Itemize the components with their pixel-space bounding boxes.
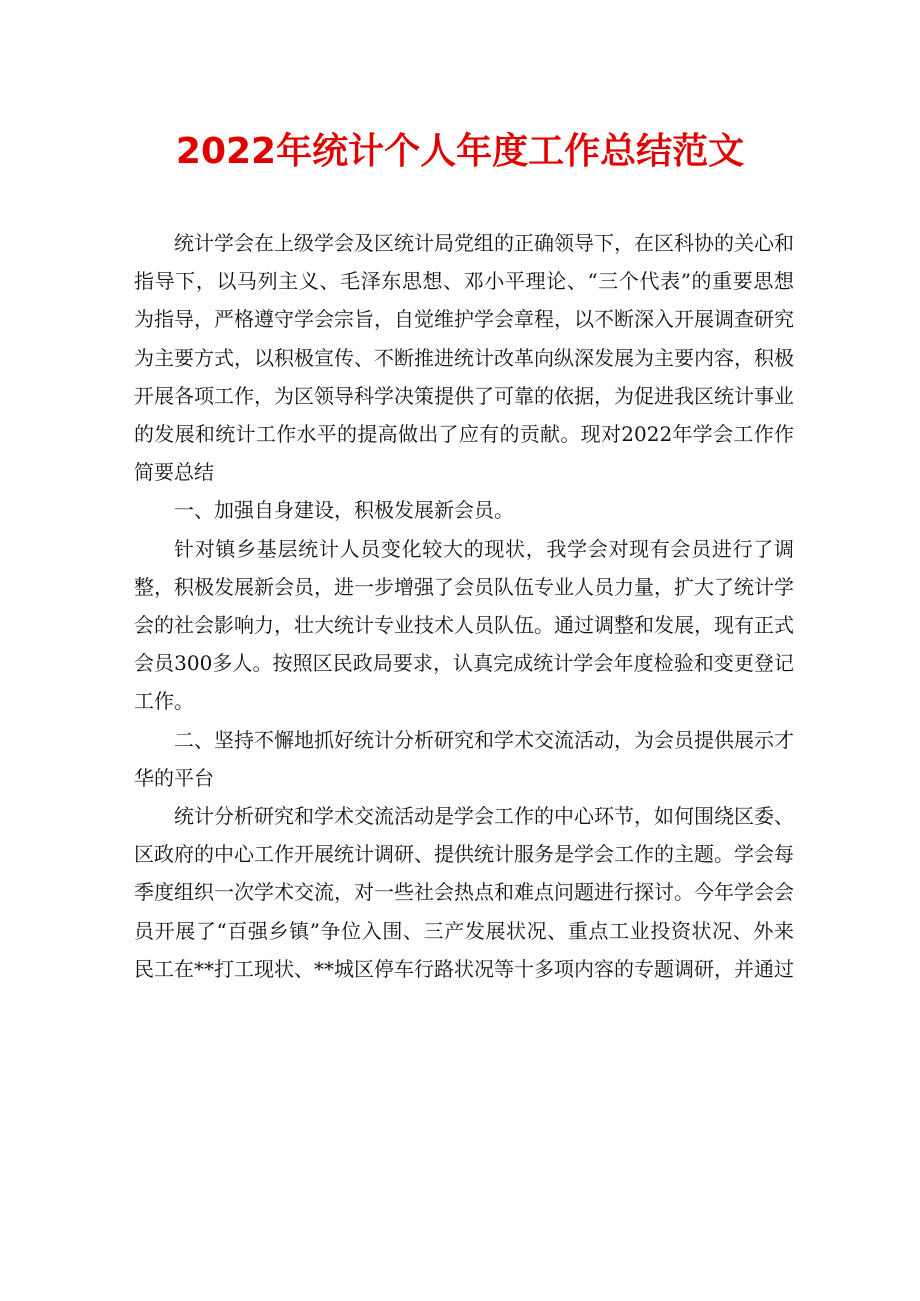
section-heading-1: 一、加强自身建设，积极发展新会员。 [174,498,514,523]
paragraph-section-2: 统计分析研究和学术交流活动是学会工作的中心环节，如何围绕区委、区政府的中心工作开展统计调研、提供统计服务是学会工作的主题。学会每季度组织一次学术交流，对一些社会热点和难点问题进行探讨。今年学会会员开展了“百强乡镇”争位入围、三产发展状况、重点工业投资状况、外来民工在**打工现状、**城区停车行路状况等十多项内容的专题调研，并通过 [134,804,794,981]
document-body [134,224,794,988]
paragraph-intro: 统计学会在上级学会及区统计局党组的正确领导下，在区科协的关心和指导下，以马列主义、毛泽东思想、邓小平理论、“三个代表”的重要思想为指导，严格遵守学会宗旨，自觉维护学会章程，以不断深入开展调查研究为主要方式，以积极宣传、不断推进统计改革向纵深发展为主要内容，积极开展各项工作，为区领导科学决策提供了可靠的依据，为促进我区统计事业的发展和统计工作水平的提高做出了应有的贡献。现对2022年学会工作作简要总结 [134,231,794,485]
paragraph-section-1: 针对镇乡基层统计人员变化较大的现状，我学会对现有会员进行了调整，积极发展新会员，进一步增强了会员队伍专业人员力量，扩大了统计学会的社会影响力，壮大统计专业技术人员队伍。通过调整和发展，现有正式会员300多人。按照区民政局要求，认真完成统计学会年度检验和变更登记工作。 [134,536,794,714]
section-heading-2: 二、坚持不懈地抓好统计分析研究和学术交流活动，为会员提供展示才华的平台 [134,727,794,790]
document-title: 2022年统计个人年度工作总结范文 [175,131,745,172]
